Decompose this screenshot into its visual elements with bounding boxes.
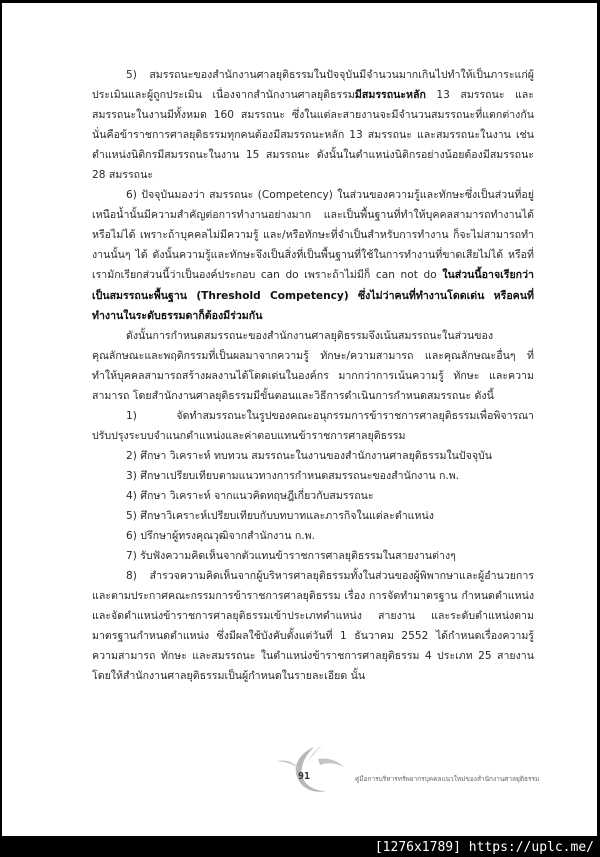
text-run: ดังนั้นการกำหนดสมรรถนะของสำนักงานศาลยุติธรรมจึงเน้นสมรรถนะในส่วนของคุณลักษณะและพฤติกรรมที่เป็นผลมาจากความรู้ ทักษะ/ความสามารถ และคุณลักษณะอื่นๆ ที่ทำให้บุคคลสามารถสร้างผลงานได้โดดเด่นในองค์กร มากกว่าการเน้นความรู้ ทักษะ และความสามารถ โดยสำนักงานศาลยุติธรรมมีขั้นตอนและวิธีการดำเนินการกำหนดสมรรถนะ ดังนี้ — [92, 329, 534, 402]
text-run: 6) ปรึกษาผู้ทรงคุณวุฒิจากสำนักงาน ก.พ. — [126, 530, 315, 543]
list-item — [92, 546, 534, 566]
text-run: 3) ศึกษาเปรียบเทียบตามแนวทางการกำหนดสมรรถนะของสำนักงาน ก.พ. — [126, 469, 460, 482]
text-run: 2) ศึกษา วิเคราะห์ ทบทวน สมรรถนะในงานของสำนักงานศาลยุติธรรมในปัจจุบัน — [126, 449, 493, 462]
list-item — [92, 486, 534, 506]
emphasized-text: ในส่วนนี้อาจเรียกว่าเป็นสมรรถนะพื้นฐาน (Threshold Competency) ซึ่งไม่ว่าคนที่ทำงานโดดเด่น หรือคนที่ทำงานในระดับธรรมดาก็ต้องมีร่วมกัน — [92, 269, 534, 322]
paragraph — [92, 406, 534, 446]
text-run: 7) รับฟังความคิดเห็นจากตัวแทนข้าราชการศาลยุติธรรมในสายงานต่างๆ — [126, 550, 456, 563]
text-run: 1) จัดทำสมรรถนะในรูปของคณะอนุกรรมการข้าราชการศาลยุติธรรมเพื่อพิจารณาปรับปรุงระบบจำแนกตำแหน่งและค่าตอบแทนข้าราชการศาลยุติธรรม — [92, 409, 534, 442]
running-title: คู่มือการบริหารทรัพยากรบุคคลแนวใหม่ของสำนักงานศาลยุติธรรม — [355, 775, 540, 783]
list-item — [92, 446, 534, 466]
document-page — [2, 3, 597, 836]
list-item — [92, 466, 534, 486]
text-run: 13 สมรรถนะ และสมรรถนะในงานมีทั้งหมด 160 สมรรถนะ ซึ่งในแต่ละสายงานจะมีจำนวนสมรรถนะที่แตกต่างกัน นั่นคือข้าราชการศาลยุติธรรมทุกคนต้องมีสมรรถนะหลัก 13 สมรรถนะ และสมรรถนะในงาน เช่น ตำแหน่งนิติกรมีสมรรถนะในงาน 15 สมรรถนะ ดังนั้นในตำแหน่งนิติกรอย่างน้อยต้องมีสมรรถนะ 28 สมรรถนะ — [92, 89, 534, 182]
list-item — [92, 526, 534, 546]
emphasized-text: มีสมรรถนะหลัก — [354, 89, 426, 102]
page-number: 91 — [298, 771, 311, 782]
text-run: 6) ปัจจุบันมองว่า สมรรถนะ (Competency) ในส่วนของความรู้และทักษะซึ่งเป็นส่วนที่อยู่เหนือน้ำนั้นมีความสำคัญต่อการทำงานอย่างมาก และเป็นพื้นฐานที่ทำให้บุคคลสามารถทำงานได้หรือไม่ได้ เพราะถ้าบุคคลไม่มีความรู้ และ/หรือทักษะที่จำเป็นสำหรับการทำงาน ก็จะไม่สามารถทำงานนั้นๆ ได้ ดังนั้นความรู้และทักษะจึงเป็นสิ่งที่เป็นพื้นฐานที่ใช้ในการทำงานที่ขาดเสียไม่ได้ หรือที่เรามักเรียกส่วนนี้ว่าเป็นองค์ประกอบ can do เพราะถ้าไม่มีก็ can not do — [92, 189, 534, 282]
paragraph — [92, 566, 534, 686]
text-run: 5) ศึกษาวิเคราะห์เปรียบเทียบกับบทบาทและภารกิจในแต่ละตำแหน่ง — [126, 510, 434, 523]
text-run: 8) สำรวจความคิดเห็นจากผู้บริหารศาลยุติธรรมทั้งในส่วนของผู้พิพากษาและผู้อำนวยการและตามประกาศคณะกรรมการข้าราชการศาลยุติธรรม เรื่อง การจัดทำมาตรฐาน กำหนดตำแหน่ง และจัดตำแหน่งข้าราชการศาลยุติธรรมเข้าประเภทตำแหน่ง สายงาน และระดับตำแหน่งตามมาตรฐานกำหนดตำแหน่ง ซึ่งมีผลใช้บังคับตั้งแต่วันที่ 1 ธันวาคม 2552 ได้กำหนดเรื่องความรู้ ความสามารถ ทักษะ และสมรรถนะ ในตำแหน่งข้าราชการศาลยุติธรรม 4 ประเภท 25 สายงาน โดยให้สำนักงานศาลยุติธรรมเป็นผู้กำหนดในรายละเอียด นั้น — [92, 570, 534, 683]
paragraph — [92, 185, 534, 325]
image-watermark: [1276x1789] https://uplc.me/ — [374, 840, 594, 855]
document-body — [92, 65, 534, 686]
list-item — [92, 506, 534, 526]
paragraph — [92, 65, 534, 185]
text-run: 4) ศึกษา วิเคราะห์ จากแนวคิดทฤษฎีเกี่ยวกับสมรรถนะ — [126, 489, 374, 502]
paragraph — [92, 326, 534, 406]
text-run: 5) สมรรถนะของสำนักงานศาลยุติธรรมในปัจจุบันมีจำนวนมากเกินไปทำให้เป็นภาระแก่ผู้ประเมินและผู้ถูกประเมิน เนื่องจากสำนักงานศาลยุติธรรม — [92, 69, 534, 102]
